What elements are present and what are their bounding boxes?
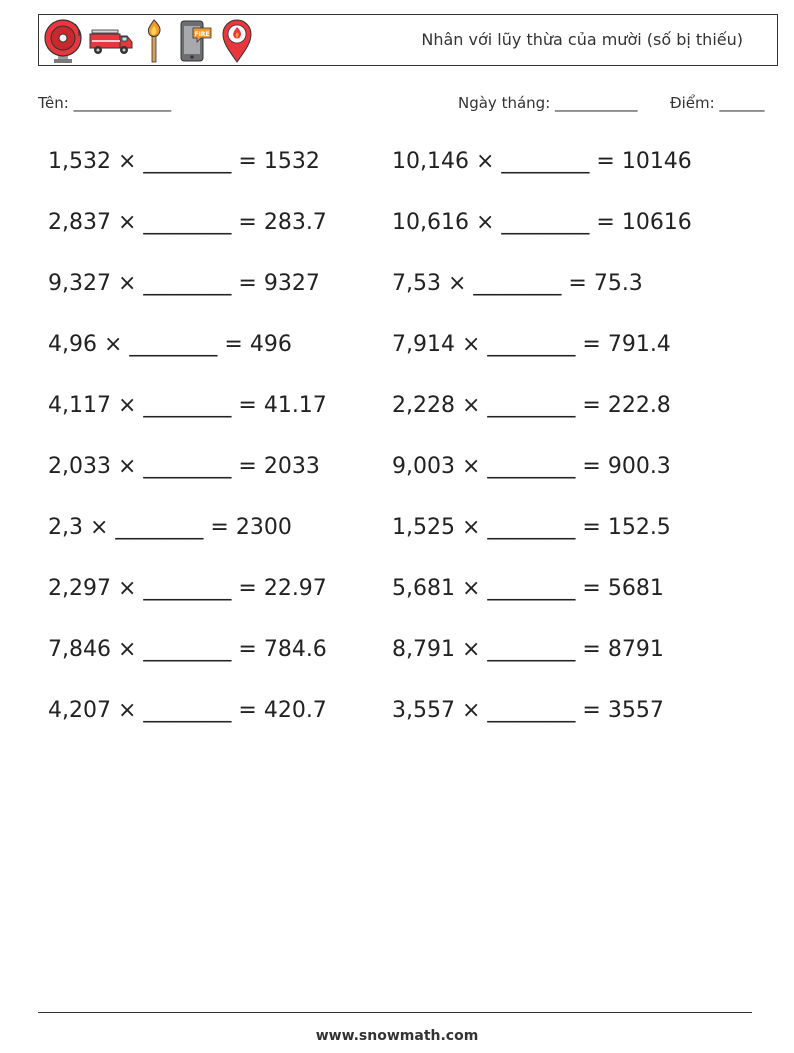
problem-item: 2,297 × ________ = 22.97 [48, 576, 327, 601]
phone-badge-text: FIRE [194, 31, 210, 38]
problem-item: 2,837 × ________ = 283.7 [48, 210, 327, 235]
worksheet-header [38, 14, 778, 66]
fire-location-pin-icon [221, 18, 253, 64]
problem-item: 2,033 × ________ = 2033 [48, 454, 320, 479]
match-icon [139, 18, 169, 64]
worksheet-title: Nhân với lũy thừa của mười (số bị thiếu) [421, 30, 743, 49]
alarm-bell-icon [43, 18, 83, 64]
problem-item: 4,96 × ________ = 496 [48, 332, 292, 357]
problem-item: 2,228 × ________ = 222.8 [392, 393, 671, 418]
fire-truck-icon [89, 26, 133, 56]
score-field: Điểm: ______ [670, 94, 765, 112]
problem-item: 4,117 × ________ = 41.17 [48, 393, 327, 418]
name-field: Tên: _____________ [38, 94, 172, 112]
problem-item: 10,616 × ________ = 10616 [392, 210, 692, 235]
footer-url[interactable]: www.snowmath.com [315, 1028, 479, 1044]
problem-item: 9,327 × ________ = 9327 [48, 271, 320, 296]
problem-item: 5,681 × ________ = 5681 [392, 576, 664, 601]
problem-item: 3,557 × ________ = 3557 [392, 698, 664, 723]
problem-item: 10,146 × ________ = 10146 [392, 149, 692, 174]
phone-fire-icon [175, 18, 215, 64]
problem-item: 4,207 × ________ = 420.7 [48, 698, 327, 723]
problem-item: 2,3 × ________ = 2300 [48, 515, 292, 540]
problem-item: 1,525 × ________ = 152.5 [392, 515, 671, 540]
date-field: Ngày tháng: ___________ [458, 94, 638, 112]
problem-grid [48, 140, 768, 750]
problem-item: 7,846 × ________ = 784.6 [48, 637, 327, 662]
problem-item: 9,003 × ________ = 900.3 [392, 454, 671, 479]
problem-item: 7,53 × ________ = 75.3 [392, 271, 643, 296]
footer-divider [38, 1012, 752, 1013]
problem-item: 7,914 × ________ = 791.4 [392, 332, 671, 357]
problem-item: 1,532 × ________ = 1532 [48, 149, 320, 174]
header-icons [43, 17, 253, 65]
problem-item: 8,791 × ________ = 8791 [392, 637, 664, 662]
